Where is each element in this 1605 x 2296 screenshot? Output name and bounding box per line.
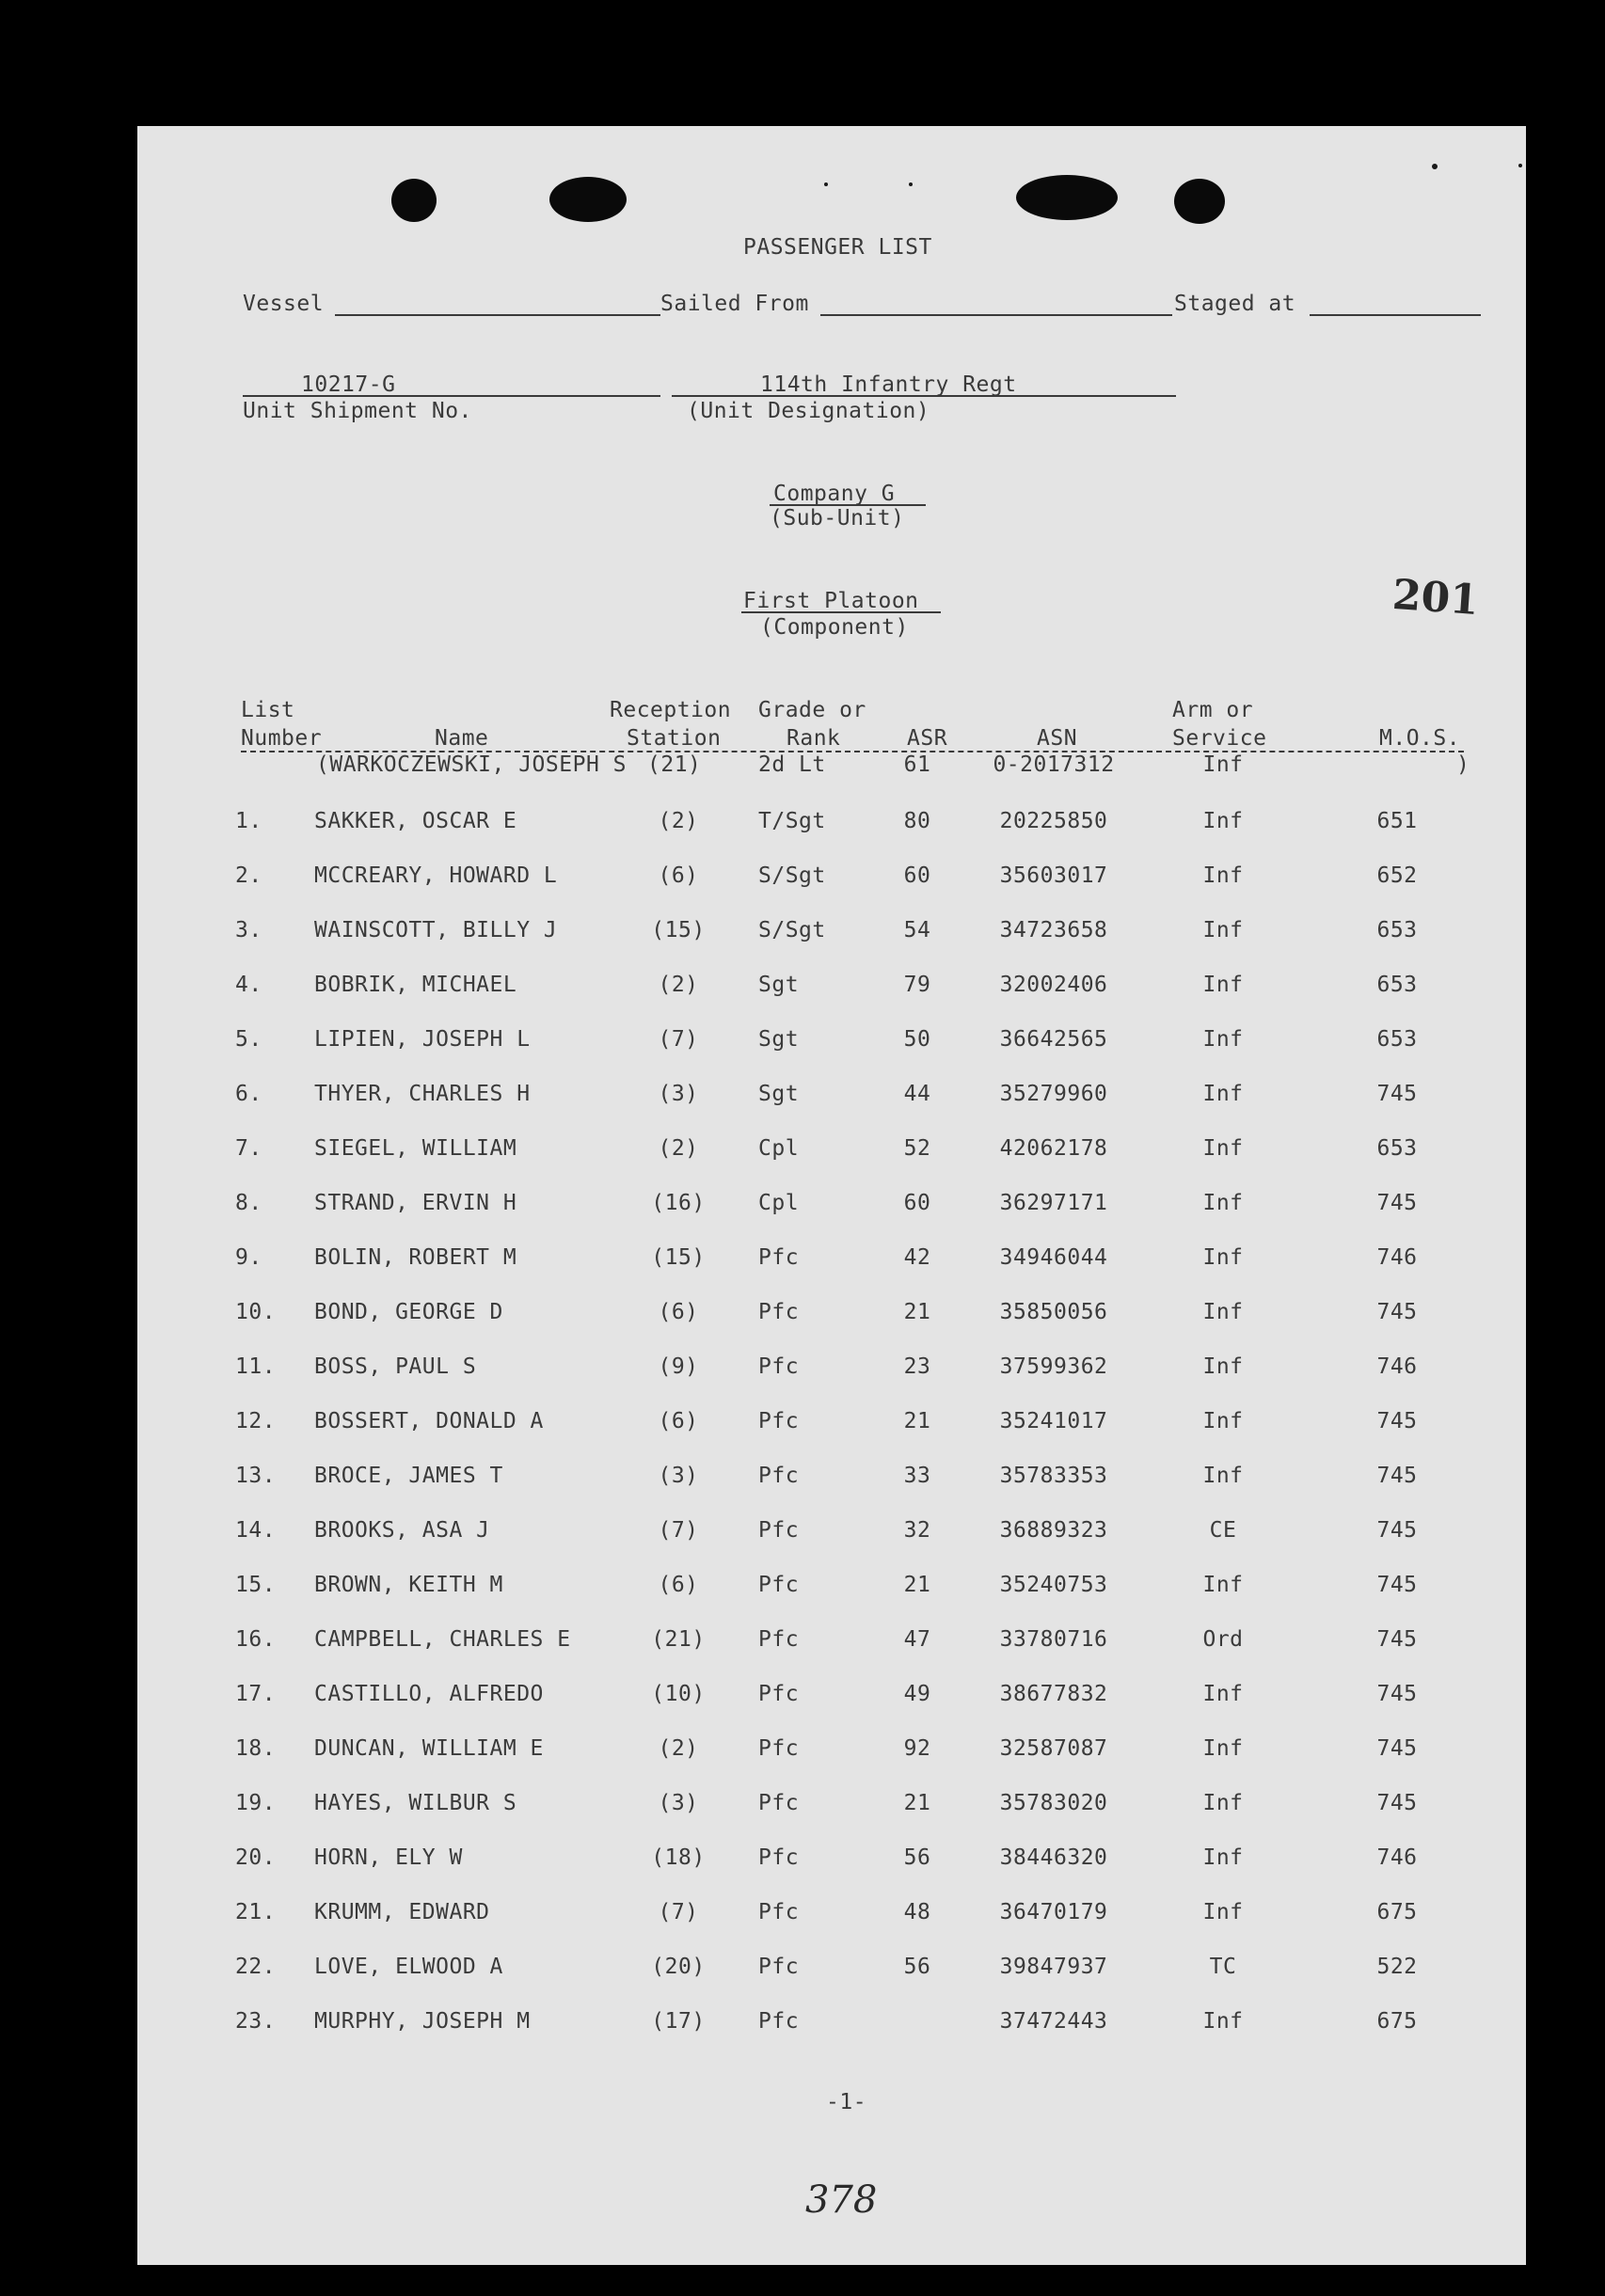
table-row — [0, 1955, 1605, 1992]
row-station: (7) — [658, 1900, 699, 1924]
row-station: (9) — [658, 1354, 699, 1379]
row-number: 5. — [235, 1027, 262, 1052]
row-station: (17) — [651, 2009, 706, 2034]
handwritten-folio: 378 — [805, 2178, 878, 2222]
row-name: THYER, CHARLES H — [314, 1082, 531, 1106]
row-number: 15. — [235, 1573, 277, 1597]
row-asr: 21 — [903, 1791, 931, 1815]
row-station: (6) — [658, 1573, 699, 1597]
document-title: PASSENGER LIST — [743, 235, 932, 260]
row-asr: 48 — [903, 1900, 931, 1924]
row-number: 23. — [235, 2009, 277, 2034]
row-asn: 32587087 — [999, 1736, 1108, 1761]
row-arm: Inf — [1202, 1464, 1244, 1488]
punch-hole — [549, 177, 627, 222]
row-mos: 653 — [1376, 1136, 1418, 1161]
table-row — [0, 1300, 1605, 1338]
row-mos: 653 — [1376, 1027, 1418, 1052]
table-row — [0, 1191, 1605, 1228]
row-asn: 35783353 — [999, 1464, 1108, 1488]
table-row — [0, 1082, 1605, 1119]
row-station: (16) — [651, 1191, 706, 1215]
speck — [1518, 164, 1522, 167]
row-number: 1. — [235, 809, 262, 833]
row-station: (10) — [651, 1682, 706, 1706]
shipment-rule — [243, 395, 660, 397]
row-mos: 745 — [1376, 1409, 1418, 1433]
col-arm: Arm or — [1172, 698, 1254, 722]
row-asn: 36642565 — [999, 1027, 1108, 1052]
row-name: BROWN, KEITH M — [314, 1573, 503, 1597]
officer-arm: Inf — [1202, 752, 1244, 777]
row-asr: 47 — [903, 1627, 931, 1652]
row-station: (6) — [658, 863, 699, 888]
row-number: 18. — [235, 1736, 277, 1761]
row-asr: 21 — [903, 1573, 931, 1597]
row-grade: Pfc — [758, 1955, 800, 1979]
row-station: (3) — [658, 1082, 699, 1106]
row-asn: 36889323 — [999, 1518, 1108, 1543]
officer-station: (21) — [647, 752, 702, 777]
row-name: STRAND, ERVIN H — [314, 1191, 517, 1215]
row-station: (20) — [651, 1955, 706, 1979]
row-number: 11. — [235, 1354, 277, 1379]
row-name: KRUMM, EDWARD — [314, 1900, 490, 1924]
row-asr: 42 — [903, 1245, 931, 1270]
row-mos: 651 — [1376, 809, 1418, 833]
table-row — [0, 863, 1605, 901]
row-mos: 522 — [1376, 1955, 1418, 1979]
row-arm: Inf — [1202, 809, 1244, 833]
col-asr: ASR — [907, 726, 948, 751]
row-name: BOSS, PAUL S — [314, 1354, 477, 1379]
table-row — [0, 1791, 1605, 1829]
row-number: 3. — [235, 918, 262, 942]
row-asn: 35603017 — [999, 863, 1108, 888]
officer-bracket: ) — [1456, 752, 1470, 777]
officer-grade: 2d Lt — [758, 752, 826, 777]
row-mos: 746 — [1376, 1354, 1418, 1379]
row-asn: 37472443 — [999, 2009, 1108, 2034]
row-arm: Inf — [1202, 1573, 1244, 1597]
row-asn: 20225850 — [999, 809, 1108, 833]
row-grade: Pfc — [758, 1736, 800, 1761]
row-grade: Pfc — [758, 1464, 800, 1488]
row-station: (2) — [658, 973, 699, 997]
row-asr: 21 — [903, 1300, 931, 1324]
row-asr: 23 — [903, 1354, 931, 1379]
row-asn: 38677832 — [999, 1682, 1108, 1706]
row-grade: Pfc — [758, 1682, 800, 1706]
row-name: BROCE, JAMES T — [314, 1464, 503, 1488]
row-mos: 675 — [1376, 1900, 1418, 1924]
row-asn: 37599362 — [999, 1354, 1108, 1379]
row-mos: 652 — [1376, 863, 1418, 888]
row-grade: Cpl — [758, 1136, 800, 1161]
row-mos: 745 — [1376, 1682, 1418, 1706]
punch-hole — [1174, 179, 1225, 224]
staged-at-blank — [1310, 314, 1481, 316]
row-number: 7. — [235, 1136, 262, 1161]
row-name: BOND, GEORGE D — [314, 1300, 503, 1324]
row-number: 16. — [235, 1627, 277, 1652]
row-asr: 52 — [903, 1136, 931, 1161]
row-mos: 745 — [1376, 1191, 1418, 1215]
col-list-number-2: Number — [241, 726, 323, 751]
row-asn: 36297171 — [999, 1191, 1108, 1215]
speck — [1432, 164, 1438, 169]
row-grade: Cpl — [758, 1191, 800, 1215]
row-number: 12. — [235, 1409, 277, 1433]
row-name: BROOKS, ASA J — [314, 1518, 490, 1543]
row-station: (6) — [658, 1409, 699, 1433]
row-asn: 35783020 — [999, 1791, 1108, 1815]
row-mos: 745 — [1376, 1082, 1418, 1106]
table-row — [0, 973, 1605, 1010]
row-asn: 35279960 — [999, 1082, 1108, 1106]
row-station: (3) — [658, 1464, 699, 1488]
row-grade: Pfc — [758, 1900, 800, 1924]
table-row — [0, 1464, 1605, 1501]
row-grade: Pfc — [758, 1245, 800, 1270]
row-arm: Inf — [1202, 1900, 1244, 1924]
row-grade: T/Sgt — [758, 809, 826, 833]
row-mos: 745 — [1376, 1573, 1418, 1597]
row-number: 10. — [235, 1300, 277, 1324]
sailed-from-blank — [820, 314, 1172, 316]
row-asr: 32 — [903, 1518, 931, 1543]
row-arm: Ord — [1202, 1627, 1244, 1652]
col-mos: M.O.S. — [1379, 726, 1461, 751]
table-row — [0, 1627, 1605, 1665]
row-arm: Inf — [1202, 1791, 1244, 1815]
row-grade: Sgt — [758, 1027, 800, 1052]
table-row — [0, 809, 1605, 847]
designation-rule — [672, 395, 1176, 397]
sailed-from-label: Sailed From — [660, 292, 809, 316]
row-station: (18) — [651, 1845, 706, 1870]
table-row — [0, 1845, 1605, 1883]
col-asn: ASN — [1037, 726, 1078, 751]
row-asr: 80 — [903, 809, 931, 833]
row-asn: 36470179 — [999, 1900, 1108, 1924]
row-number: 9. — [235, 1245, 262, 1270]
row-station: (7) — [658, 1518, 699, 1543]
row-grade: Pfc — [758, 1409, 800, 1433]
row-name: BOLIN, ROBERT M — [314, 1245, 517, 1270]
row-asn: 33780716 — [999, 1627, 1108, 1652]
row-number: 17. — [235, 1682, 277, 1706]
page-number: -1- — [826, 2090, 867, 2114]
row-grade: Pfc — [758, 1845, 800, 1870]
row-station: (15) — [651, 918, 706, 942]
row-name: DUNCAN, WILLIAM E — [314, 1736, 544, 1761]
row-grade: S/Sgt — [758, 918, 826, 942]
row-name: HORN, ELY W — [314, 1845, 463, 1870]
row-number: 8. — [235, 1191, 262, 1215]
punch-hole — [391, 179, 437, 222]
row-name: MCCREARY, HOWARD L — [314, 863, 558, 888]
row-mos: 653 — [1376, 918, 1418, 942]
row-number: 13. — [235, 1464, 277, 1488]
table-row — [0, 1354, 1605, 1392]
row-arm: Inf — [1202, 1191, 1244, 1215]
speck — [909, 182, 913, 186]
row-grade: Pfc — [758, 1791, 800, 1815]
row-arm: Inf — [1202, 1245, 1244, 1270]
row-arm: Inf — [1202, 1354, 1244, 1379]
row-grade: Pfc — [758, 1300, 800, 1324]
table-row — [0, 1245, 1605, 1283]
row-station: (7) — [658, 1027, 699, 1052]
table-row — [0, 1136, 1605, 1174]
row-asn: 39847937 — [999, 1955, 1108, 1979]
punch-hole — [1016, 175, 1118, 220]
row-grade: Pfc — [758, 1573, 800, 1597]
row-mos: 746 — [1376, 1245, 1418, 1270]
row-arm: Inf — [1202, 973, 1244, 997]
row-grade: Pfc — [758, 1518, 800, 1543]
vessel-blank — [335, 314, 660, 316]
row-number: 22. — [235, 1955, 277, 1979]
row-asr: 49 — [903, 1682, 931, 1706]
row-arm: Inf — [1202, 1682, 1244, 1706]
table-row — [0, 1573, 1605, 1610]
row-asr: 54 — [903, 918, 931, 942]
row-name: BOSSERT, DONALD A — [314, 1409, 544, 1433]
officer-name: (WARKOCZEWSKI, JOSEPH S — [316, 752, 627, 777]
row-asn: 34946044 — [999, 1245, 1108, 1270]
row-grade: Pfc — [758, 1354, 800, 1379]
officer-asn: 0-2017312 — [993, 752, 1115, 777]
row-asr: 56 — [903, 1955, 931, 1979]
table-row — [0, 1518, 1605, 1556]
row-station: (2) — [658, 1136, 699, 1161]
col-station: Station — [627, 726, 722, 751]
row-number: 2. — [235, 863, 262, 888]
row-asr: 21 — [903, 1409, 931, 1433]
table-row — [0, 1736, 1605, 1774]
row-arm: Inf — [1202, 1082, 1244, 1106]
row-arm: Inf — [1202, 1136, 1244, 1161]
table-row — [0, 2009, 1605, 2047]
row-name: WAINSCOTT, BILLY J — [314, 918, 558, 942]
row-grade: Sgt — [758, 973, 800, 997]
row-number: 19. — [235, 1791, 277, 1815]
row-number: 14. — [235, 1518, 277, 1543]
row-arm: CE — [1209, 1518, 1237, 1543]
row-asr: 33 — [903, 1464, 931, 1488]
row-arm: Inf — [1202, 1027, 1244, 1052]
row-station: (21) — [651, 1627, 706, 1652]
row-asr: 79 — [903, 973, 931, 997]
speck — [824, 182, 828, 186]
row-name: BOBRIK, MICHAEL — [314, 973, 517, 997]
table-row — [0, 1682, 1605, 1719]
unit-shipment-label: Unit Shipment No. — [243, 399, 472, 423]
staged-at-label: Staged at — [1174, 292, 1296, 316]
row-asn: 35240753 — [999, 1573, 1108, 1597]
table-row — [0, 1027, 1605, 1065]
row-mos: 745 — [1376, 1464, 1418, 1488]
row-mos: 745 — [1376, 1791, 1418, 1815]
row-grade: Pfc — [758, 1627, 800, 1652]
row-mos: 675 — [1376, 2009, 1418, 2034]
table-row — [0, 1900, 1605, 1938]
row-arm: Inf — [1202, 1409, 1244, 1433]
col-grade: Grade or — [758, 698, 866, 722]
row-number: 21. — [235, 1900, 277, 1924]
officer-asr: 61 — [903, 752, 931, 777]
sub-unit-label: (Sub-Unit) — [770, 506, 905, 530]
component-label: (Component) — [760, 615, 909, 640]
col-list-number: List — [241, 698, 295, 722]
table-row — [0, 1409, 1605, 1447]
row-station: (15) — [651, 1245, 706, 1270]
row-mos: 745 — [1376, 1300, 1418, 1324]
row-number: 6. — [235, 1082, 262, 1106]
row-name: MURPHY, JOSEPH M — [314, 2009, 531, 2034]
row-station: (6) — [658, 1300, 699, 1324]
component: First Platoon — [743, 589, 919, 613]
col-reception: Reception — [610, 698, 732, 722]
row-number: 4. — [235, 973, 262, 997]
component-rule — [741, 611, 941, 613]
unit-shipment-number: 10217-G — [301, 372, 396, 397]
col-service: Service — [1172, 726, 1267, 751]
row-name: LOVE, ELWOOD A — [314, 1955, 503, 1979]
row-name: SIEGEL, WILLIAM — [314, 1136, 517, 1161]
row-asr: 60 — [903, 863, 931, 888]
row-grade: Pfc — [758, 2009, 800, 2034]
vessel-label: Vessel — [243, 292, 325, 316]
row-arm: Inf — [1202, 1845, 1244, 1870]
row-station: (3) — [658, 1791, 699, 1815]
row-asr: 50 — [903, 1027, 931, 1052]
row-arm: Inf — [1202, 918, 1244, 942]
row-asn: 32002406 — [999, 973, 1108, 997]
row-station: (2) — [658, 809, 699, 833]
row-name: HAYES, WILBUR S — [314, 1791, 517, 1815]
row-asr: 56 — [903, 1845, 931, 1870]
row-asn: 34723658 — [999, 918, 1108, 942]
row-station: (2) — [658, 1736, 699, 1761]
row-arm: Inf — [1202, 1300, 1244, 1324]
row-asn: 35241017 — [999, 1409, 1108, 1433]
row-name: LIPIEN, JOSEPH L — [314, 1027, 531, 1052]
row-mos: 745 — [1376, 1627, 1418, 1652]
row-grade: S/Sgt — [758, 863, 826, 888]
row-arm: TC — [1209, 1955, 1237, 1979]
row-mos: 745 — [1376, 1736, 1418, 1761]
row-mos: 653 — [1376, 973, 1418, 997]
unit-designation: 114th Infantry Regt — [760, 372, 1017, 397]
row-name: CASTILLO, ALFREDO — [314, 1682, 544, 1706]
row-asr: 44 — [903, 1082, 931, 1106]
unit-designation-label: (Unit Designation) — [687, 399, 930, 423]
row-arm: Inf — [1202, 1736, 1244, 1761]
table-row — [0, 918, 1605, 956]
sub-unit: Company G — [773, 482, 896, 506]
row-asr: 60 — [903, 1191, 931, 1215]
row-asr: 92 — [903, 1736, 931, 1761]
row-arm: Inf — [1202, 2009, 1244, 2034]
row-asn: 42062178 — [999, 1136, 1108, 1161]
row-asn: 38446320 — [999, 1845, 1108, 1870]
row-mos: 745 — [1376, 1518, 1418, 1543]
row-grade: Sgt — [758, 1082, 800, 1106]
col-name: Name — [435, 726, 489, 751]
row-name: CAMPBELL, CHARLES E — [314, 1627, 571, 1652]
officer-row — [0, 752, 1605, 790]
row-number: 20. — [235, 1845, 277, 1870]
row-arm: Inf — [1202, 863, 1244, 888]
row-asn: 35850056 — [999, 1300, 1108, 1324]
row-mos: 746 — [1376, 1845, 1418, 1870]
col-rank: Rank — [787, 726, 841, 751]
row-name: SAKKER, OSCAR E — [314, 809, 517, 833]
handwritten-page-number: 201 — [1390, 570, 1481, 625]
